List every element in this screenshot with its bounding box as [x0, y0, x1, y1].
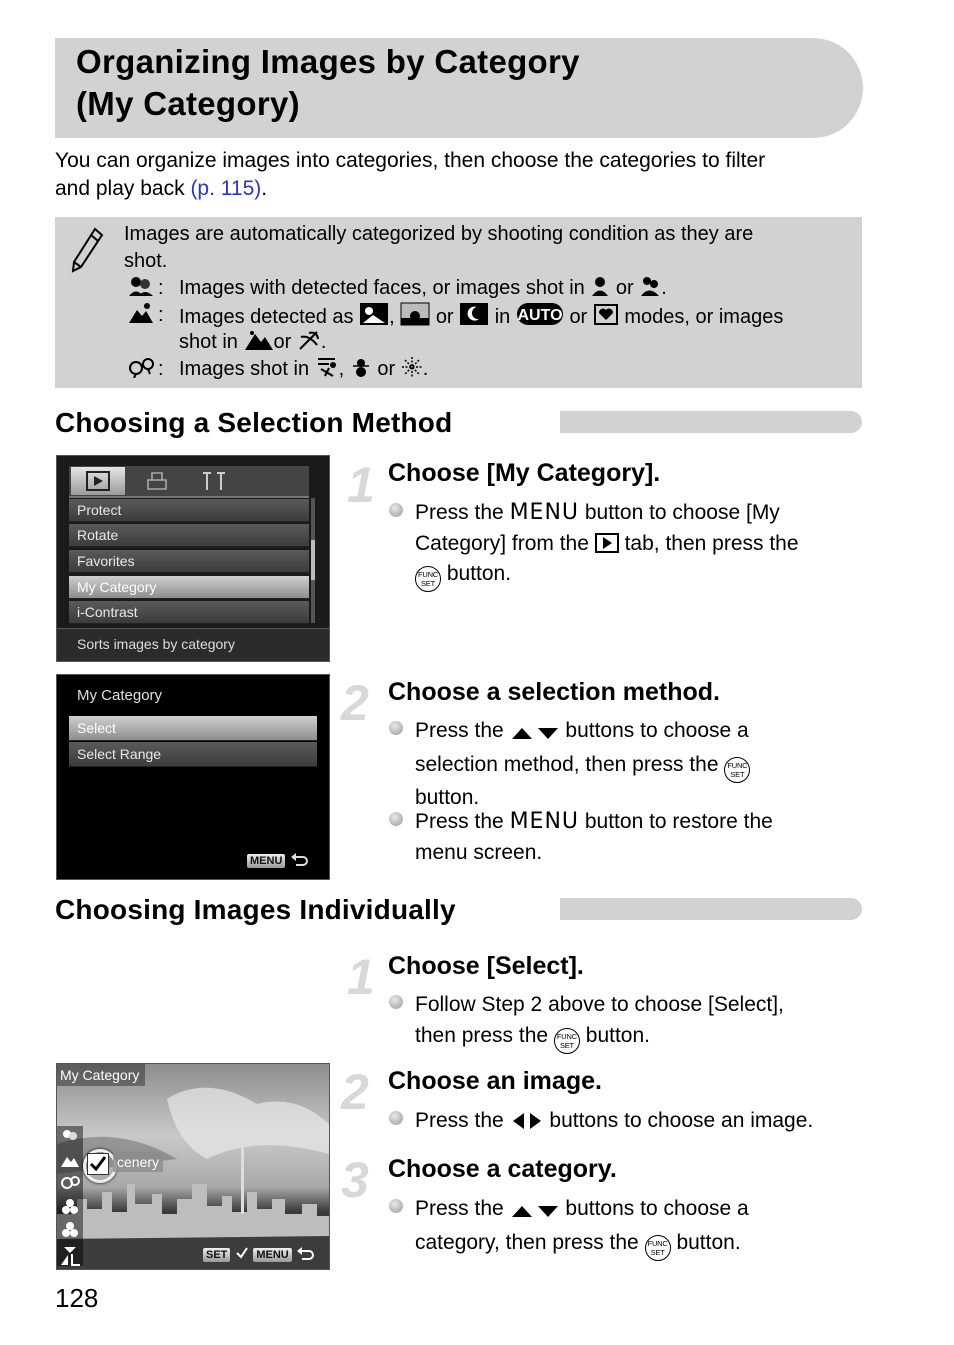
step-bullet	[415, 1194, 865, 1261]
playback-tab-icon	[595, 533, 619, 553]
func-set-button-icon: FUNC SET	[554, 1028, 580, 1054]
screen-title: My Category	[77, 687, 163, 704]
kids-pets-mode-icon	[639, 275, 661, 304]
bullet-text: Press the	[415, 1197, 504, 1220]
events-or: or	[377, 358, 396, 380]
note-scenery-line-2	[179, 329, 326, 358]
intro-period: .	[261, 177, 268, 200]
func-set-button-icon: FUNC SET	[645, 1235, 671, 1261]
note-people-line	[179, 275, 667, 304]
menu-help-bar	[57, 628, 329, 662]
step-number: 3	[341, 1152, 369, 1208]
bullet-text: category, then press the	[415, 1230, 639, 1254]
option-select-range[interactable]	[69, 742, 317, 767]
screen-title: My Category	[60, 1067, 140, 1083]
tab-playback[interactable]	[71, 467, 125, 495]
menu-item-label: i-Contrast	[77, 604, 138, 620]
camera-menu-screen	[56, 455, 330, 662]
category-label-text: cenery	[117, 1154, 160, 1170]
bullet-text: button.	[585, 1023, 651, 1047]
menu-item-favorites[interactable]	[69, 550, 309, 573]
scenery-comma: ,	[389, 306, 395, 328]
section-bar	[560, 411, 862, 433]
check-icon	[235, 1246, 249, 1260]
func-set-button-icon: FUNC SET	[724, 757, 750, 783]
menu-button-icon: MENU	[509, 809, 580, 834]
menu-chip: MENU	[253, 1248, 291, 1262]
return-icon	[296, 1246, 314, 1260]
menu-item-label: Protect	[77, 502, 122, 518]
tab-settings[interactable]	[187, 468, 243, 494]
step-number: 2	[341, 1064, 369, 1120]
scenery-in: in	[494, 306, 511, 328]
menu-item-label: Favorites	[77, 553, 135, 569]
page-link[interactable]: (p. 115)	[190, 177, 262, 200]
menu-item-i-contrast[interactable]	[69, 601, 309, 624]
scenery-category-icon[interactable]	[60, 1152, 80, 1173]
menu-item-my-category[interactable]	[69, 576, 309, 599]
my-category-screen	[56, 674, 330, 880]
auto-mode-icon	[516, 302, 564, 333]
bullet-text: Press the	[415, 1109, 504, 1132]
note-line-1: Images are automatically categorized by shooting condition as they are	[124, 223, 754, 245]
step-heading: Choose a category.	[388, 1155, 617, 1183]
bullet-text: button to choose [My	[584, 501, 780, 524]
section-bar	[560, 898, 862, 920]
smart-shutter-mode-icon	[593, 302, 619, 333]
scenery-or-3: or	[273, 331, 292, 353]
bullet-text: button.	[446, 562, 512, 585]
scenery-shot-in: shot in	[179, 331, 238, 353]
bullet-text: tab, then press the	[624, 531, 799, 555]
section-heading-images-individually: Choosing Images Individually	[55, 894, 456, 925]
people-text: Images with detected faces, or images shot in	[179, 277, 585, 299]
menu-item-label: My Category	[77, 579, 157, 595]
menu-chip: MENU	[247, 854, 285, 868]
scenery-modes: modes, or images	[624, 306, 784, 328]
category-2-icon[interactable]	[60, 1221, 80, 1242]
bullet-text: menu screen.	[415, 840, 543, 864]
step-heading: Choose an image.	[388, 1067, 602, 1095]
step-heading: Choose [Select].	[388, 952, 584, 980]
bullet-text: Category] from the	[415, 531, 589, 555]
bullet-text: Press the	[415, 501, 504, 524]
image-size-icon	[60, 1252, 82, 1270]
page-title-line-1: Organizing Images by Category	[76, 43, 580, 80]
scenery-category-icon	[128, 302, 154, 329]
option-label: Select	[77, 720, 116, 736]
step-bullet	[415, 716, 865, 813]
people-category-icon[interactable]	[60, 1129, 80, 1150]
option-label: Select Range	[77, 746, 162, 762]
scenery-end: .	[320, 331, 327, 353]
menu-help-text: Sorts images by category	[77, 636, 235, 652]
step-number: 1	[347, 949, 375, 1005]
up-down-arrows-icon	[510, 1197, 560, 1228]
intro-text: and play back	[55, 177, 191, 200]
people-or: or	[615, 277, 634, 299]
step-heading: Choose a selection method.	[388, 678, 721, 706]
menu-scrollbar[interactable]	[311, 498, 315, 623]
pencil-icon	[69, 225, 105, 278]
events-end: .	[422, 358, 429, 380]
image-select-screen	[56, 1063, 330, 1270]
night-scene-icon	[459, 302, 489, 333]
events-category-icon[interactable]	[60, 1175, 80, 1196]
set-chip: SET	[203, 1248, 230, 1262]
bullet-text: selection method, then press the	[415, 752, 719, 776]
category-1-icon[interactable]	[60, 1198, 80, 1219]
bullet-text: button.	[415, 785, 480, 809]
beach-mode-icon	[297, 329, 321, 358]
category-sidebar	[57, 1126, 83, 1266]
foliage-mode-icon	[244, 329, 274, 358]
step-bullet	[415, 498, 865, 592]
scenery-text: Images detected as	[179, 306, 354, 328]
category-label	[113, 1152, 163, 1172]
menu-item-rotate[interactable]	[69, 524, 309, 547]
events-category-icon	[128, 356, 156, 383]
svg-text:AUTO: AUTO	[517, 307, 563, 324]
screen-title-bar	[57, 1064, 145, 1086]
sports-mode-icon	[315, 356, 339, 385]
menu-button-icon: MENU	[509, 500, 580, 525]
title-band	[55, 38, 863, 138]
section-heading-selection-method: Choosing a Selection Method	[55, 407, 453, 438]
step-bullet	[415, 1106, 875, 1140]
bullet-text: buttons to choose a	[565, 719, 749, 742]
people-category-icon	[128, 275, 154, 302]
note-events-line	[179, 356, 428, 385]
step-number: 2	[341, 675, 369, 731]
bullet-text: then press the	[415, 1023, 549, 1047]
events-text: Images shot in	[179, 358, 310, 380]
step-bullet	[415, 807, 865, 868]
bullet-text: Press the	[415, 719, 504, 742]
snow-mode-icon	[350, 356, 372, 385]
screen-button-guide	[203, 1245, 314, 1263]
bullet-text: buttons to choose a	[565, 1197, 749, 1220]
option-select[interactable]	[69, 716, 317, 741]
note-box: Images are automatically categorized by shooting condition as they are shot. : Images with detected faces, or images shot in or . : Images detected as , or in AUTO or modes, or images shot in or . : Images shot in , or .	[55, 217, 862, 388]
step-heading: Choose [My Category].	[388, 459, 661, 487]
left-right-arrows-icon	[510, 1109, 544, 1140]
events-comma: ,	[338, 358, 345, 380]
category-checkbox[interactable]	[87, 1153, 109, 1175]
intro-line-1: You can organize images into categories, then choose the categories to filter	[55, 149, 766, 172]
landscape-scene-icon	[359, 302, 389, 333]
page-number: 128	[55, 1283, 99, 1313]
func-set-button-icon: FUNC SET	[415, 566, 441, 592]
note-line-2: shot.	[124, 250, 168, 272]
menu-return-icon	[247, 851, 308, 869]
tab-print[interactable]	[132, 468, 182, 494]
bullet-text: button to restore the	[584, 810, 773, 833]
people-end: .	[661, 277, 667, 299]
up-down-arrows-icon	[510, 719, 560, 750]
scenery-or-2: or	[569, 306, 588, 328]
sunset-scene-icon	[400, 302, 430, 333]
bullet-text: Press the	[415, 810, 504, 833]
step-number: 1	[347, 457, 375, 513]
portrait-mode-icon	[590, 275, 610, 304]
bullet-text: buttons to choose an image.	[549, 1109, 814, 1132]
bullet-text: Follow Step 2 above to choose [Select],	[415, 993, 784, 1016]
page-title-line-2: (My Category)	[76, 85, 300, 122]
menu-item-protect[interactable]	[69, 499, 309, 522]
fireworks-mode-icon	[401, 356, 423, 385]
scenery-or: or	[435, 306, 454, 328]
bullet-text: button.	[676, 1230, 741, 1254]
menu-item-label: Rotate	[77, 527, 119, 543]
step-bullet	[415, 990, 865, 1054]
intro-line-2	[55, 175, 267, 203]
